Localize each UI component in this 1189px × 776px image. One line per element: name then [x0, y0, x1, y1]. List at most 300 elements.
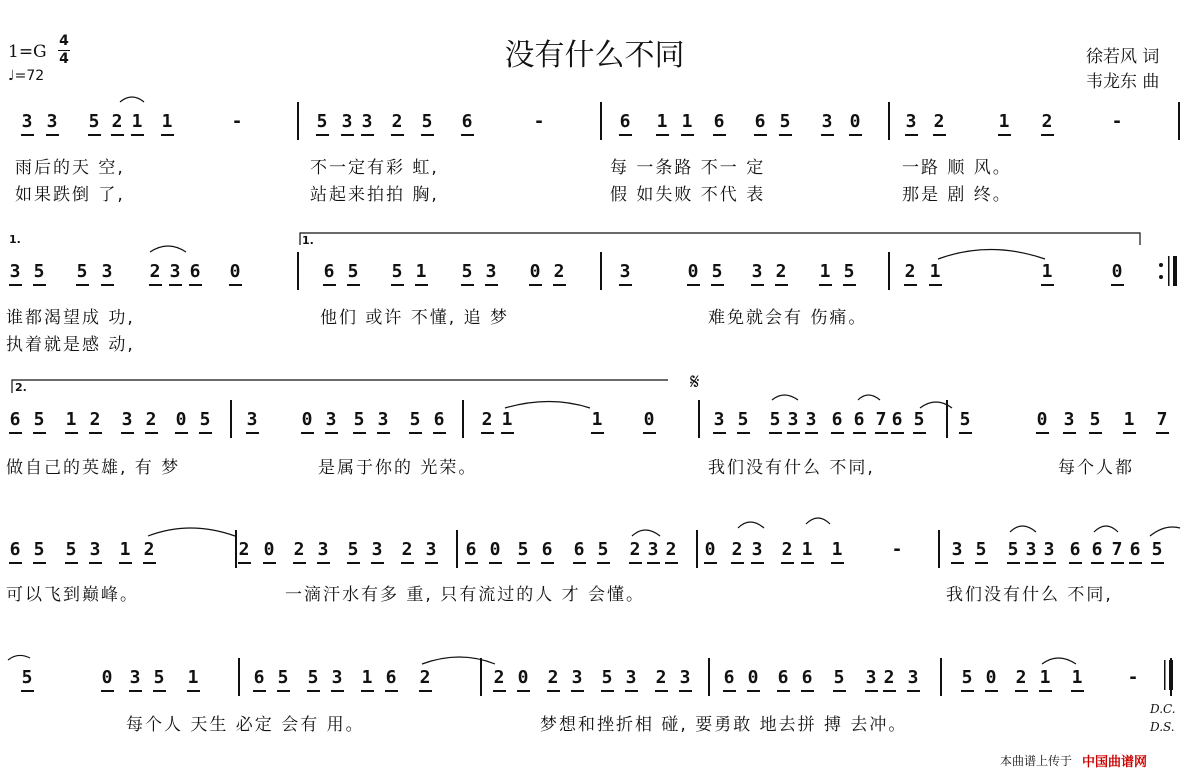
- beam-line: [913, 432, 926, 434]
- note: 3: [787, 409, 799, 430]
- lyric-line: 一滴汗水有多 重, 只有流过的人 才 会懂。: [285, 585, 646, 605]
- bar-line: [696, 530, 698, 568]
- volta-2-bracket: [12, 380, 668, 393]
- lyric-line: 我们没有什么 不同,: [708, 458, 875, 478]
- note: 5: [316, 111, 328, 132]
- note: 5: [961, 667, 973, 688]
- segno-sign: 𝄋: [690, 370, 700, 395]
- slur: [806, 518, 830, 524]
- lyric-line: 不一定有彩 虹,: [310, 158, 439, 178]
- note: 0: [643, 409, 655, 430]
- beam-line: [121, 432, 134, 434]
- note: 5: [33, 409, 45, 430]
- beam-line: [779, 134, 792, 136]
- beam-line: [1063, 432, 1076, 434]
- beam-line: [777, 690, 790, 692]
- beam-line: [681, 134, 694, 136]
- composer-credit: 韦龙东 曲: [1086, 72, 1160, 92]
- note: 5: [409, 409, 421, 430]
- volta-1-label: 1.: [9, 233, 21, 246]
- lyric-line: 他们 或许 不懂, 追 梦: [320, 308, 510, 328]
- lyric-line: 梦想和挫折相 碰, 要勇敢 地去拼 搏 去冲。: [540, 715, 908, 735]
- beam-line: [33, 562, 46, 564]
- final-bar-thin: [1164, 660, 1166, 690]
- slur: [738, 522, 764, 528]
- note: 5: [517, 539, 529, 560]
- beam-line: [905, 134, 918, 136]
- beam-line: [409, 432, 422, 434]
- beam-line: [101, 690, 114, 692]
- beam-line: [347, 284, 360, 286]
- note: 2: [149, 261, 161, 282]
- beam-line: [875, 432, 888, 434]
- note: 2: [111, 111, 123, 132]
- beam-line: [821, 134, 834, 136]
- note: 3: [485, 261, 497, 282]
- beam-line: [481, 432, 494, 434]
- note: 6: [713, 111, 725, 132]
- bar-line: [238, 658, 240, 696]
- footer-upload-text: 本曲谱上传于: [1000, 754, 1073, 768]
- beam-line: [371, 562, 384, 564]
- beam-line: [1089, 432, 1102, 434]
- note: 2: [665, 539, 677, 560]
- note: 1: [819, 261, 831, 282]
- beam-line: [665, 562, 678, 564]
- bar-line: [1178, 102, 1180, 140]
- note: 3: [571, 667, 583, 688]
- note: 1: [681, 111, 693, 132]
- note: 0: [747, 667, 759, 688]
- beam-line: [419, 690, 432, 692]
- note: 3: [865, 667, 877, 688]
- note: 5: [33, 261, 45, 282]
- note: 2: [775, 261, 787, 282]
- volta-1-bracket: [300, 233, 1140, 245]
- note: 5: [769, 409, 781, 430]
- note: 1: [161, 111, 173, 132]
- beam-line: [9, 562, 22, 564]
- slur: [772, 395, 798, 400]
- note: 0: [175, 409, 187, 430]
- note: 5: [597, 539, 609, 560]
- beam-line: [517, 690, 530, 692]
- beam-line: [187, 690, 200, 692]
- note: 1: [361, 667, 373, 688]
- note: 6: [385, 667, 397, 688]
- beam-line: [843, 284, 856, 286]
- key-signature: 1=G: [8, 42, 47, 62]
- note: 5: [21, 667, 33, 688]
- bar-line: [462, 400, 464, 438]
- note: 5: [601, 667, 613, 688]
- note: 5: [347, 261, 359, 282]
- beam-line: [433, 432, 446, 434]
- beam-line: [831, 562, 844, 564]
- note: 3: [805, 409, 817, 430]
- beam-line: [849, 134, 862, 136]
- beam-line: [801, 690, 814, 692]
- bar-line: [297, 102, 299, 140]
- bar-line: [698, 400, 700, 438]
- beam-line: [415, 284, 428, 286]
- note: 5: [199, 409, 211, 430]
- note: 2: [904, 261, 916, 282]
- lyric-line: 每个人都: [1058, 458, 1134, 478]
- beam-line: [1111, 284, 1124, 286]
- note: 1: [591, 409, 603, 430]
- beam-line: [341, 134, 354, 136]
- volta-1-number: 1.: [302, 234, 314, 247]
- note: 5: [33, 539, 45, 560]
- note: 2: [143, 539, 155, 560]
- beam-line: [704, 562, 717, 564]
- beam-line: [647, 562, 660, 564]
- lyric-line: 假 如失败 不代 表: [610, 185, 766, 205]
- tie: [1150, 527, 1180, 536]
- note: -: [533, 111, 545, 132]
- note: 5: [347, 539, 359, 560]
- beam-line: [325, 432, 338, 434]
- beam-line: [253, 690, 266, 692]
- beam-line: [377, 432, 390, 434]
- beam-line: [89, 432, 102, 434]
- note: 1: [119, 539, 131, 560]
- note: 2: [1015, 667, 1027, 688]
- beam-line: [781, 562, 794, 564]
- beam-line: [833, 690, 846, 692]
- note: 0: [301, 409, 313, 430]
- note: 6: [777, 667, 789, 688]
- beam-line: [21, 690, 34, 692]
- note: 5: [975, 539, 987, 560]
- note: 6: [461, 111, 473, 132]
- lyric-line: 我们没有什么 不同,: [946, 585, 1113, 605]
- note: 3: [905, 111, 917, 132]
- note: 1: [1123, 409, 1135, 430]
- slur: [858, 395, 880, 400]
- note: 6: [323, 261, 335, 282]
- beam-line: [961, 690, 974, 692]
- note: 1: [831, 539, 843, 560]
- note: 7: [875, 409, 887, 430]
- beam-line: [769, 432, 782, 434]
- beam-line: [959, 432, 972, 434]
- beam-line: [951, 562, 964, 564]
- bar-line: [938, 530, 940, 568]
- beam-line: [385, 690, 398, 692]
- note: 6: [465, 539, 477, 560]
- lyric-line: 那是 剧 终。: [902, 185, 1012, 205]
- beam-line: [1043, 562, 1056, 564]
- note: 5: [65, 539, 77, 560]
- beam-line: [46, 134, 59, 136]
- beam-line: [1151, 562, 1164, 564]
- beam-line: [679, 690, 692, 692]
- note: -: [1111, 111, 1123, 132]
- note: 1: [656, 111, 668, 132]
- beam-line: [89, 562, 102, 564]
- note: 3: [1043, 539, 1055, 560]
- note: 1: [131, 111, 143, 132]
- note: 2: [293, 539, 305, 560]
- beam-line: [317, 562, 330, 564]
- beam-line: [883, 690, 896, 692]
- note: 3: [21, 111, 33, 132]
- beam-line: [149, 284, 162, 286]
- bar-line: [456, 530, 458, 568]
- note: 3: [317, 539, 329, 560]
- beam-line: [161, 134, 174, 136]
- note: 3: [751, 261, 763, 282]
- note: 6: [9, 539, 21, 560]
- note: 1: [1041, 261, 1053, 282]
- note: 1: [415, 261, 427, 282]
- beam-line: [361, 134, 374, 136]
- beam-line: [323, 284, 336, 286]
- note: 2: [145, 409, 157, 430]
- beam-line: [1039, 690, 1052, 692]
- note: 6: [754, 111, 766, 132]
- note: 6: [723, 667, 735, 688]
- note: 3: [361, 111, 373, 132]
- note: 3: [377, 409, 389, 430]
- note: 2: [481, 409, 493, 430]
- beam-line: [907, 690, 920, 692]
- repeat-dot-top: [1159, 263, 1163, 267]
- note: 0: [263, 539, 275, 560]
- dc-marking: D.C.: [1150, 702, 1176, 716]
- beam-line: [489, 562, 502, 564]
- beam-line: [501, 432, 514, 434]
- beam-line: [571, 690, 584, 692]
- beam-line: [731, 562, 744, 564]
- beam-line: [246, 432, 259, 434]
- note: 2: [883, 667, 895, 688]
- note: -: [891, 539, 903, 560]
- beam-line: [33, 284, 46, 286]
- note: 5: [833, 667, 845, 688]
- note: 6: [541, 539, 553, 560]
- note: 5: [421, 111, 433, 132]
- beam-line: [891, 432, 904, 434]
- note: 6: [853, 409, 865, 430]
- note: 3: [713, 409, 725, 430]
- beam-line: [619, 284, 632, 286]
- beam-line: [1091, 562, 1104, 564]
- bar-line: [1170, 658, 1172, 696]
- beam-line: [9, 284, 22, 286]
- beam-line: [831, 432, 844, 434]
- beam-line: [465, 562, 478, 564]
- lyric-line: 站起来拍拍 胸,: [310, 185, 439, 205]
- note: 5: [76, 261, 88, 282]
- bar-line: [600, 102, 602, 140]
- note: 3: [425, 539, 437, 560]
- beam-line: [1156, 432, 1169, 434]
- note: 1: [998, 111, 1010, 132]
- beam-line: [853, 432, 866, 434]
- beam-line: [529, 284, 542, 286]
- note: 2: [933, 111, 945, 132]
- note: 7: [1156, 409, 1168, 430]
- tempo-marking: ♩=72: [8, 68, 45, 84]
- note: 5: [737, 409, 749, 430]
- beam-line: [65, 432, 78, 434]
- beam-line: [301, 432, 314, 434]
- note: 6: [253, 667, 265, 688]
- lyric-line: 可以飞到巅峰。: [6, 585, 139, 605]
- bar-line: [888, 102, 890, 140]
- beam-line: [353, 432, 366, 434]
- beam-line: [189, 284, 202, 286]
- footer-site-logo[interactable]: 中国曲谱网: [1082, 755, 1148, 770]
- beam-line: [263, 562, 276, 564]
- beam-line: [787, 432, 800, 434]
- slur: [1042, 658, 1076, 664]
- note: 2: [391, 111, 403, 132]
- lyric-line: 雨后的天 空,: [15, 158, 125, 178]
- tie: [422, 657, 495, 664]
- note: 0: [985, 667, 997, 688]
- note: 6: [1069, 539, 1081, 560]
- note: 1: [1039, 667, 1051, 688]
- beam-line: [229, 284, 242, 286]
- beam-line: [751, 562, 764, 564]
- beam-line: [1069, 562, 1082, 564]
- slur: [1010, 526, 1036, 532]
- beam-line: [904, 284, 917, 286]
- tie: [505, 402, 590, 409]
- beam-line: [687, 284, 700, 286]
- bar-line: [230, 400, 232, 438]
- repeat-bar-thick: [1173, 256, 1177, 286]
- beam-line: [629, 562, 642, 564]
- slur: [1094, 526, 1118, 532]
- note: 5: [277, 667, 289, 688]
- beam-line: [985, 690, 998, 692]
- bar-line: [480, 658, 482, 696]
- note: 1: [65, 409, 77, 430]
- beam-line: [307, 690, 320, 692]
- beam-line: [277, 690, 290, 692]
- lyric-line: 做自己的英雄, 有 梦: [6, 458, 181, 478]
- bar-line: [235, 530, 237, 568]
- note: 3: [1025, 539, 1037, 560]
- tie: [8, 655, 30, 660]
- note: 3: [121, 409, 133, 430]
- beam-line: [711, 284, 724, 286]
- beam-line: [131, 134, 144, 136]
- beam-line: [1007, 562, 1020, 564]
- note: 6: [619, 111, 631, 132]
- bar-line: [946, 400, 948, 438]
- note: 1: [1071, 667, 1083, 688]
- note: 5: [1089, 409, 1101, 430]
- lyric-line: 谁都渴望成 功,: [6, 308, 135, 328]
- beam-line: [485, 284, 498, 286]
- note: 3: [1063, 409, 1075, 430]
- beam-line: [553, 284, 566, 286]
- beam-line: [153, 690, 166, 692]
- beam-line: [391, 284, 404, 286]
- note: 5: [711, 261, 723, 282]
- note: 7: [1111, 539, 1123, 560]
- note: 3: [89, 539, 101, 560]
- note: 3: [619, 261, 631, 282]
- time-signature: [58, 33, 70, 68]
- beam-line: [713, 432, 726, 434]
- beam-line: [625, 690, 638, 692]
- note: 5: [779, 111, 791, 132]
- slur: [632, 530, 660, 536]
- note: 0: [229, 261, 241, 282]
- beam-line: [998, 134, 1011, 136]
- beam-line: [238, 562, 251, 564]
- beam-line: [421, 134, 434, 136]
- beam-line: [805, 432, 818, 434]
- note: 3: [951, 539, 963, 560]
- note: 6: [801, 667, 813, 688]
- beam-line: [1041, 134, 1054, 136]
- score-title: 没有什么不同: [504, 38, 685, 73]
- lyric-line: 是属于你的 光荣。: [318, 458, 478, 478]
- note: 3: [129, 667, 141, 688]
- note: 6: [573, 539, 585, 560]
- note: 3: [647, 539, 659, 560]
- beam-line: [517, 562, 530, 564]
- note: 2: [731, 539, 743, 560]
- note: 6: [891, 409, 903, 430]
- lyric-line: 每个人 天生 必定 会有 用。: [126, 715, 365, 735]
- beam-line: [169, 284, 182, 286]
- beam-line: [331, 690, 344, 692]
- time-signature-bottom: 4: [59, 51, 69, 67]
- lyric-line: 一路 顺 风。: [902, 158, 1012, 178]
- note: 3: [679, 667, 691, 688]
- beam-line: [119, 562, 132, 564]
- note: 1: [187, 667, 199, 688]
- beam-line: [76, 284, 89, 286]
- beam-line: [65, 562, 78, 564]
- note: 2: [547, 667, 559, 688]
- beam-line: [425, 562, 438, 564]
- note: 3: [9, 261, 21, 282]
- note: 6: [1129, 539, 1141, 560]
- note: 5: [461, 261, 473, 282]
- note: 2: [553, 261, 565, 282]
- beam-line: [713, 134, 726, 136]
- beam-line: [865, 690, 878, 692]
- beam-line: [541, 562, 554, 564]
- note: 3: [341, 111, 353, 132]
- beam-line: [145, 432, 158, 434]
- beam-line: [129, 690, 142, 692]
- note: 2: [1041, 111, 1053, 132]
- ds-marking: D.S.: [1150, 720, 1175, 734]
- beam-line: [347, 562, 360, 564]
- beam-line: [597, 562, 610, 564]
- tie: [938, 250, 1045, 260]
- beam-line: [655, 690, 668, 692]
- beam-line: [175, 432, 188, 434]
- beam-line: [199, 432, 212, 434]
- beam-line: [601, 690, 614, 692]
- beam-line: [547, 690, 560, 692]
- note: 1: [501, 409, 513, 430]
- lyricist-credit: 徐若风 词: [1086, 47, 1160, 67]
- note: 2: [629, 539, 641, 560]
